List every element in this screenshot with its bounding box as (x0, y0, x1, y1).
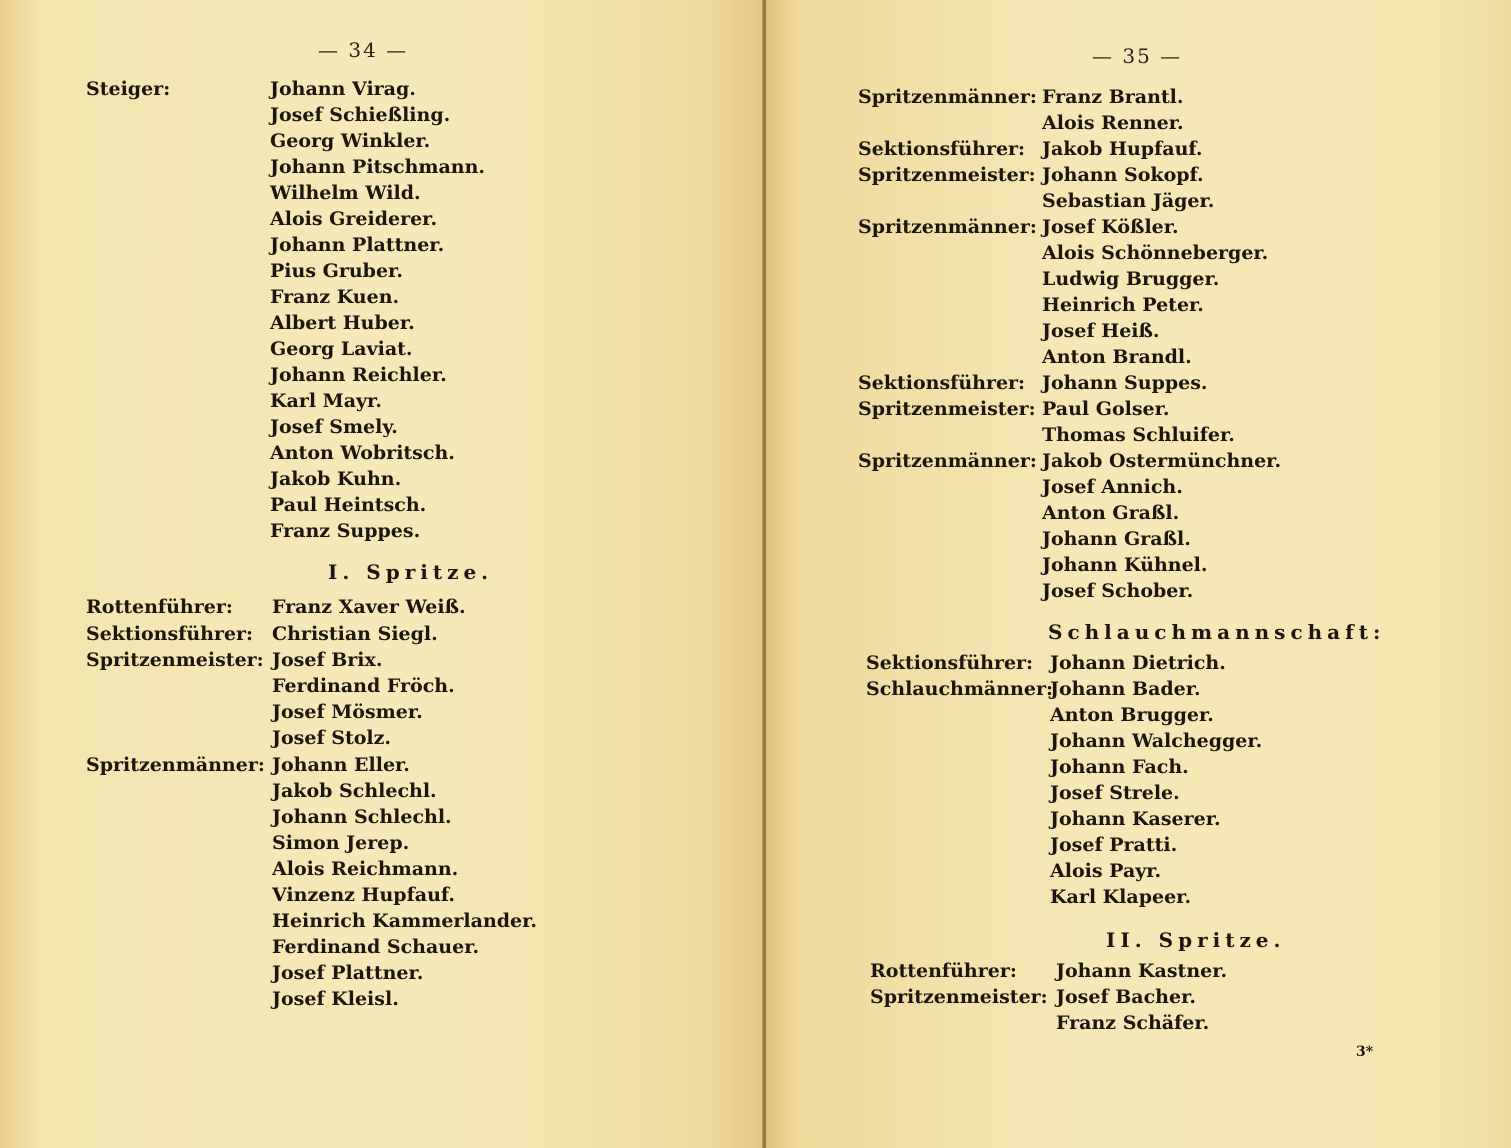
member-name: Wilhelm Wild. (270, 182, 421, 204)
member-name: Alois Schönneberger. (1042, 242, 1269, 264)
member-name: Johann Kaserer. (1050, 808, 1221, 830)
role-label: Steiger: (86, 78, 171, 100)
member-name: Ferdinand Fröch. (272, 675, 455, 698)
member-name: Josef Schießling. (270, 104, 451, 126)
role-label: Sektionsführer: (86, 622, 254, 645)
role-label: Spritzenmänner: (858, 216, 1037, 238)
member-name: Ludwig Brugger. (1042, 268, 1220, 290)
role-label: Spritzenmeister: (858, 164, 1036, 186)
member-name: Georg Winkler. (270, 130, 431, 152)
member-name: Alois Greiderer. (270, 208, 438, 230)
section-heading: Schlauchmannschaft: (1048, 620, 1386, 644)
member-name: Heinrich Peter. (1042, 294, 1204, 316)
member-name: Ferdinand Schauer. (272, 935, 480, 958)
member-name: Simon Jerep. (272, 831, 410, 854)
member-name: Josef Plattner. (272, 961, 424, 984)
role-label: Spritzenmänner: (86, 753, 265, 776)
member-name: Johann Pitschmann. (270, 156, 486, 178)
member-name: Franz Suppes. (270, 520, 421, 542)
member-name: Jakob Ostermünchner. (1042, 450, 1282, 472)
member-name: Josef Strele. (1050, 782, 1180, 804)
member-name: Johann Bader. (1050, 678, 1201, 700)
member-name: Josef Bacher. (1056, 986, 1196, 1008)
member-name: Johann Graßl. (1042, 528, 1191, 550)
member-name: Alois Reichmann. (272, 857, 459, 880)
member-name: Franz Brantl. (1042, 86, 1184, 108)
member-name: Johann Dietrich. (1050, 652, 1226, 674)
member-name: Johann Walchegger. (1050, 730, 1263, 752)
role-label: Spritzenmeister: (86, 649, 264, 672)
member-name: Franz Kuen. (270, 286, 400, 308)
member-name: Christian Siegl. (272, 622, 438, 645)
role-label: Schlauchmänner: (866, 678, 1053, 700)
right-page (766, 0, 1511, 1148)
member-name: Karl Mayr. (270, 390, 382, 412)
signature-mark: 3* (1356, 1044, 1374, 1060)
member-name: Josef Brix. (272, 649, 383, 672)
member-name: Josef Stolz. (272, 727, 392, 750)
role-label: Spritzenmänner: (858, 86, 1037, 108)
member-name: Johann Plattner. (270, 234, 445, 256)
member-name: Alois Payr. (1050, 860, 1162, 882)
member-name: Sebastian Jäger. (1042, 190, 1215, 212)
member-name: Paul Golser. (1042, 398, 1170, 420)
member-name: Johann Eller. (272, 753, 410, 776)
member-name: Johann Fach. (1050, 756, 1189, 778)
member-name: Anton Brugger. (1050, 704, 1214, 726)
member-name: Jakob Kuhn. (270, 468, 402, 490)
role-label: Spritzenmeister: (870, 986, 1048, 1008)
role-label: Sektionsführer: (858, 372, 1026, 394)
member-name: Paul Heintsch. (270, 494, 427, 516)
section-heading: I. Spritze. (328, 560, 494, 584)
member-name: Johann Kastner. (1056, 960, 1228, 982)
member-name: Johann Virag. (270, 78, 416, 100)
role-label: Rottenführer: (86, 596, 233, 618)
member-name: Jakob Hupfauf. (1042, 138, 1203, 160)
member-name: Josef Heiß. (1042, 320, 1160, 342)
member-name: Josef Schober. (1042, 580, 1194, 602)
member-name: Anton Brandl. (1042, 346, 1192, 368)
page-number: — 35 — (1092, 44, 1183, 68)
member-name: Georg Laviat. (270, 338, 413, 360)
member-name: Jakob Schlechl. (272, 779, 437, 802)
member-name: Alois Renner. (1042, 112, 1184, 134)
member-name: Anton Wobritsch. (270, 442, 455, 464)
member-name: Josef Kleisl. (272, 987, 399, 1010)
member-name: Thomas Schluifer. (1042, 424, 1235, 446)
member-name: Johann Suppes. (1042, 372, 1208, 394)
member-name: Josef Mösmer. (272, 701, 423, 724)
member-name: Johann Sokopf. (1042, 164, 1204, 186)
member-name: Josef Pratti. (1050, 834, 1178, 856)
member-name: Albert Huber. (270, 312, 415, 334)
member-name: Josef Annich. (1042, 476, 1183, 498)
member-name: Heinrich Kammerlander. (272, 909, 538, 932)
member-name: Franz Xaver Weiß. (272, 596, 466, 618)
member-name: Johann Reichler. (270, 364, 447, 386)
member-name: Vinzenz Hupfauf. (272, 883, 455, 906)
member-name: Franz Schäfer. (1056, 1012, 1210, 1034)
member-name: Johann Schlechl. (272, 805, 452, 828)
member-name: Karl Klapeer. (1050, 886, 1192, 908)
member-name: Josef Kößler. (1042, 216, 1179, 238)
page-number: — 34 — (318, 38, 409, 62)
role-label: Rottenführer: (870, 960, 1017, 982)
role-label: Sektionsführer: (866, 652, 1034, 674)
member-name: Pius Gruber. (270, 260, 403, 282)
member-name: Anton Graßl. (1042, 502, 1180, 524)
role-label: Spritzenmeister: (858, 398, 1036, 420)
member-name: Johann Kühnel. (1042, 554, 1208, 576)
member-name: Josef Smely. (270, 416, 398, 438)
section-heading: II. Spritze. (1106, 928, 1286, 952)
role-label: Spritzenmänner: (858, 450, 1037, 472)
role-label: Sektionsführer: (858, 138, 1026, 160)
